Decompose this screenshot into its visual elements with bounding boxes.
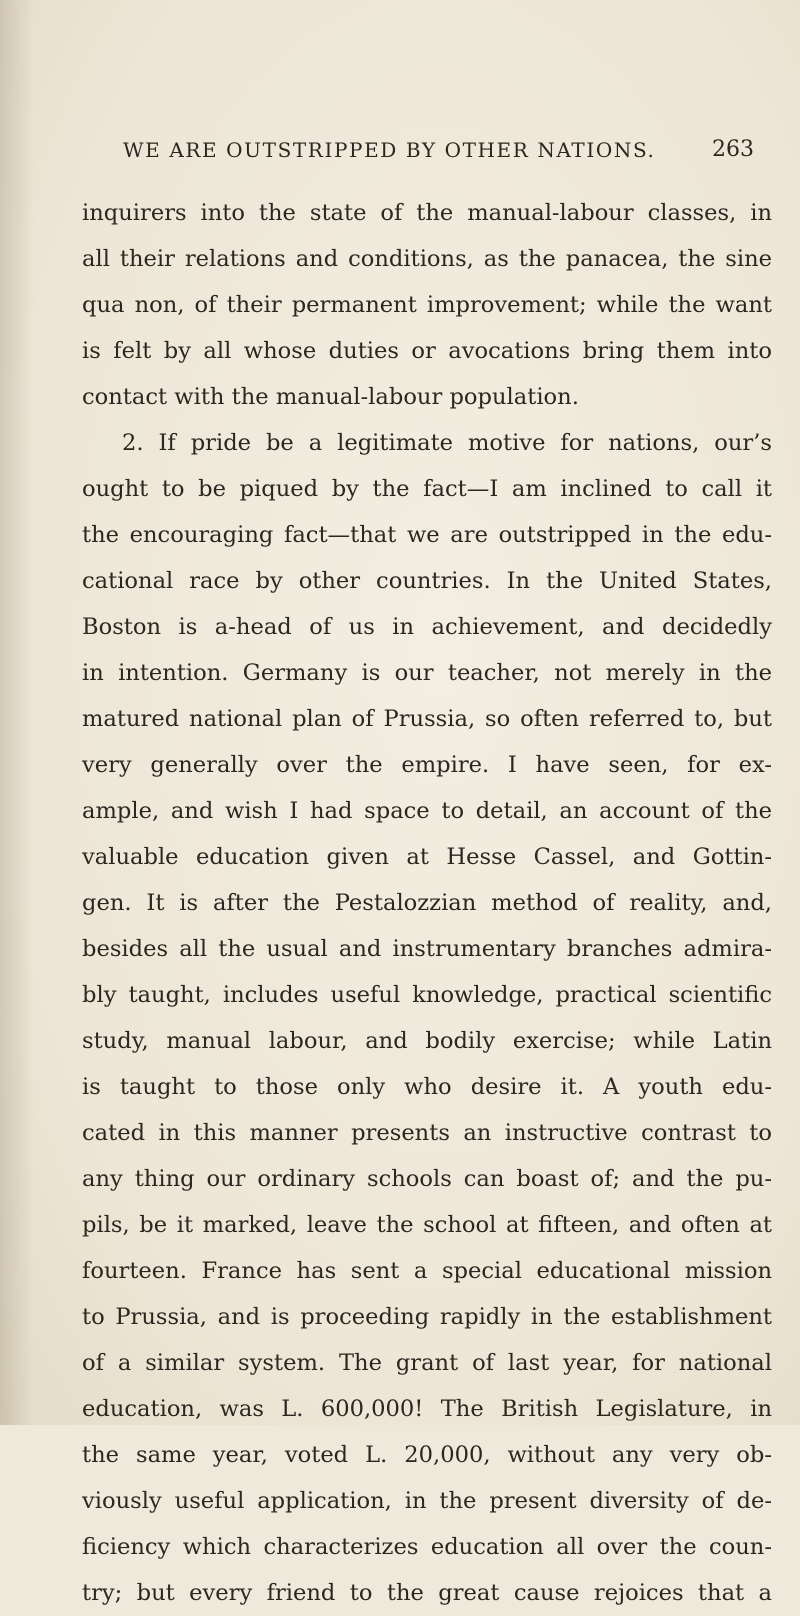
page-gutter-shadow (0, 0, 34, 1425)
text-line: bly taught, includes useful knowledge, practical scientific (82, 982, 772, 1008)
text-line: pils, be it marked, leave the school at fifteen, and often at (82, 1212, 772, 1238)
body-text (82, 190, 772, 1616)
text-line: valuable education given at Hesse Cassel, and Gottin- (82, 844, 772, 870)
text-line: any thing our ordinary schools can boast of; and the pu- (82, 1166, 772, 1192)
text-line: education, was L. 600,000! The British Legislature, in (82, 1396, 772, 1422)
text-line: the encouraging fact—that we are outstripped in the edu- (82, 522, 772, 548)
text-line: fourteen. France has sent a special educational mission (82, 1258, 772, 1284)
text-line: very generally over the empire. I have seen, for ex- (82, 752, 772, 778)
text-line: besides all the usual and instrumentary branches admira- (82, 936, 772, 962)
text-line: viously useful application, in the present diversity of de- (82, 1488, 772, 1514)
text-line: ficiency which characterizes education all over the coun- (82, 1534, 772, 1560)
text-line: is taught to those only who desire it. A youth edu- (82, 1074, 772, 1100)
text-line: gen. It is after the Pestalozzian method of reality, and, (82, 890, 772, 916)
text-line: ought to be piqued by the fact—I am inclined to call it (82, 476, 772, 502)
text-line: cational race by other countries. In the United States, (82, 568, 772, 594)
page-number: 263 (712, 137, 754, 162)
text-line: the same year, voted L. 20,000, without any very ob- (82, 1442, 772, 1468)
text-line: all their relations and conditions, as the panacea, the sine (82, 246, 772, 272)
text-line: to Prussia, and is proceeding rapidly in the establishment (82, 1304, 772, 1330)
text-line: cated in this manner presents an instructive contrast to (82, 1120, 772, 1146)
text-line: contact with the manual-labour population. (82, 384, 579, 410)
text-line: matured national plan of Prussia, so often referred to, but (82, 706, 772, 732)
text-line: is felt by all whose duties or avocations bring them into (82, 338, 772, 364)
text-line: inquirers into the state of the manual-labour classes, in (82, 200, 772, 226)
text-line: study, manual labour, and bodily exercise; while Latin (82, 1028, 772, 1054)
text-line: qua non, of their permanent improvement; while the want (82, 292, 772, 318)
text-line: 2. If pride be a legitimate motive for nations, our’s (122, 430, 772, 456)
text-line: in intention. Germany is our teacher, not merely in the (82, 660, 772, 686)
running-head (0, 130, 800, 170)
text-line: of a similar system. The grant of last year, for national (82, 1350, 772, 1376)
text-line: Boston is a-head of us in achievement, and decidedly (82, 614, 772, 640)
running-title: WE ARE OUTSTRIPPED BY OTHER NATIONS. (123, 138, 656, 162)
text-line: try; but every friend to the great cause rejoices that a (82, 1580, 772, 1606)
text-line: ample, and wish I had space to detail, an account of the (82, 798, 772, 824)
